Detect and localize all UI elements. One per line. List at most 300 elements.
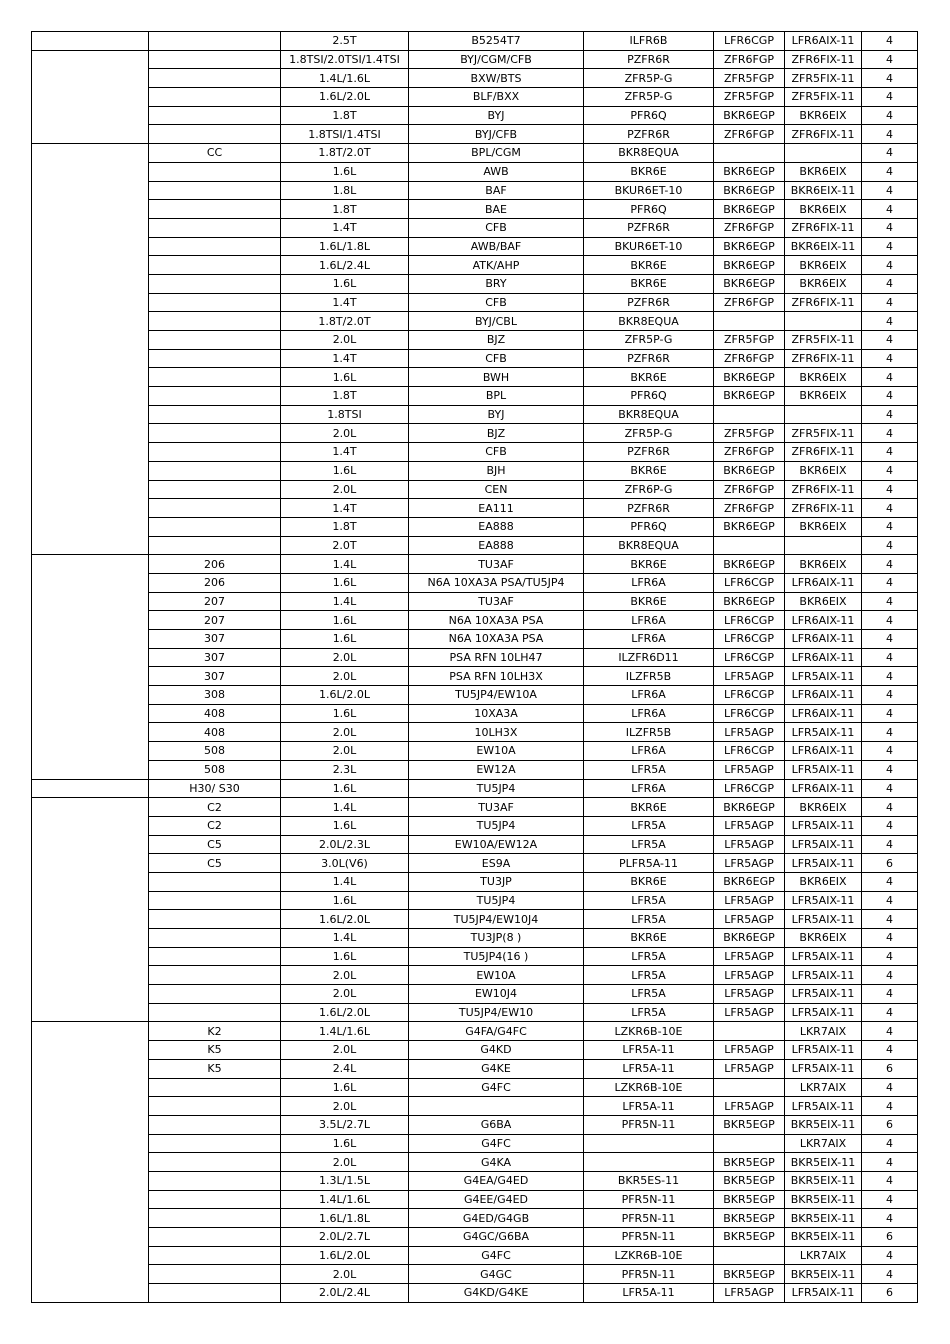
engine-code-cell: BWH: [409, 368, 584, 387]
oe-plug-cell: BKUR6ET-10: [584, 181, 714, 200]
model-cell: [149, 69, 281, 88]
table-row: [32, 368, 918, 387]
brand-cell: [32, 200, 149, 219]
table-body: [32, 32, 918, 1303]
oe-plug-cell: PFR5N-11: [584, 1190, 714, 1209]
engine-cell: 3.0L(V6): [281, 854, 409, 873]
gp-plug-cell: ZFR5FGP: [714, 331, 785, 350]
model-cell: 207: [149, 611, 281, 630]
brand-cell: [32, 947, 149, 966]
gp-plug-cell: LFR5AGP: [714, 947, 785, 966]
quantity-cell: 4: [862, 1003, 918, 1022]
brand-cell: [32, 854, 149, 873]
iridium-plug-cell: LFR5AIX-11: [785, 1059, 862, 1078]
model-cell: [149, 200, 281, 219]
brand-cell: [32, 218, 149, 237]
iridium-plug-cell: ZFR6FIX-11: [785, 480, 862, 499]
quantity-cell: 4: [862, 686, 918, 705]
quantity-cell: 4: [862, 424, 918, 443]
table-row: [32, 592, 918, 611]
model-cell: [149, 1265, 281, 1284]
engine-cell: 2.0L: [281, 648, 409, 667]
gp-plug-cell: BKR5EGP: [714, 1228, 785, 1247]
engine-code-cell: B5254T7: [409, 32, 584, 51]
engine-code-cell: EW10A: [409, 742, 584, 761]
iridium-plug-cell: LFR5AIX-11: [785, 966, 862, 985]
table-row: [32, 611, 918, 630]
model-cell: [149, 237, 281, 256]
gp-plug-cell: BKR6EGP: [714, 274, 785, 293]
oe-plug-cell: LFR6A: [584, 573, 714, 592]
brand-cell: [32, 405, 149, 424]
engine-cell: 1.8T/2.0T: [281, 312, 409, 331]
quantity-cell: 4: [862, 760, 918, 779]
iridium-plug-cell: LFR5AIX-11: [785, 835, 862, 854]
oe-plug-cell: BKR6E: [584, 274, 714, 293]
engine-code-cell: BYJ/CBL: [409, 312, 584, 331]
brand-cell: [32, 1265, 149, 1284]
model-cell: [149, 1153, 281, 1172]
table-row: [32, 144, 918, 163]
iridium-plug-cell: BKR5EIX-11: [785, 1265, 862, 1284]
model-cell: [149, 50, 281, 69]
gp-plug-cell: LFR6CGP: [714, 686, 785, 705]
table-row: [32, 293, 918, 312]
engine-code-cell: TU5JP4/EW10: [409, 1003, 584, 1022]
iridium-plug-cell: LFR5AIX-11: [785, 891, 862, 910]
gp-plug-cell: BKR6EGP: [714, 200, 785, 219]
brand-cell: [32, 517, 149, 536]
quantity-cell: 6: [862, 1059, 918, 1078]
iridium-plug-cell: ZFR6FIX-11: [785, 499, 862, 518]
gp-plug-cell: LFR5AGP: [714, 1059, 785, 1078]
engine-cell: 1.6L/1.8L: [281, 237, 409, 256]
brand-cell: [32, 1041, 149, 1060]
brand-cell: [32, 461, 149, 480]
engine-code-cell: CFB: [409, 443, 584, 462]
engine-cell: 1.8TSI: [281, 405, 409, 424]
engine-cell: 2.0L/2.3L: [281, 835, 409, 854]
oe-plug-cell: BKUR6ET-10: [584, 237, 714, 256]
oe-plug-cell: LFR5A-11: [584, 1284, 714, 1303]
oe-plug-cell: BKR8EQUA: [584, 536, 714, 555]
brand-cell: [32, 611, 149, 630]
model-cell: [149, 293, 281, 312]
brand-cell: [32, 499, 149, 518]
table-row: [32, 891, 918, 910]
table-row: [32, 1171, 918, 1190]
quantity-cell: 4: [862, 1022, 918, 1041]
model-cell: [149, 891, 281, 910]
table-row: [32, 1190, 918, 1209]
brand-cell: [32, 667, 149, 686]
oe-plug-cell: PZFR6R: [584, 443, 714, 462]
oe-plug-cell: ZFR6P-G: [584, 480, 714, 499]
engine-cell: 1.6L/1.8L: [281, 1209, 409, 1228]
quantity-cell: 4: [862, 1246, 918, 1265]
gp-plug-cell: [714, 1022, 785, 1041]
engine-cell: 1.6L: [281, 162, 409, 181]
engine-code-cell: 10XA3A: [409, 704, 584, 723]
iridium-plug-cell: BKR6EIX: [785, 592, 862, 611]
oe-plug-cell: LFR5A: [584, 1003, 714, 1022]
iridium-plug-cell: LFR5AIX-11: [785, 667, 862, 686]
brand-cell: [32, 966, 149, 985]
gp-plug-cell: [714, 1078, 785, 1097]
engine-cell: 1.6L: [281, 947, 409, 966]
iridium-plug-cell: LFR6AIX-11: [785, 611, 862, 630]
iridium-plug-cell: BKR6EIX: [785, 274, 862, 293]
gp-plug-cell: BKR6EGP: [714, 181, 785, 200]
brand-cell: [32, 1228, 149, 1247]
oe-plug-cell: PFR6Q: [584, 517, 714, 536]
brand-cell: [32, 125, 149, 144]
gp-plug-cell: BKR6EGP: [714, 162, 785, 181]
iridium-plug-cell: ZFR5FIX-11: [785, 424, 862, 443]
model-cell: [149, 368, 281, 387]
quantity-cell: 4: [862, 910, 918, 929]
model-cell: [149, 517, 281, 536]
iridium-plug-cell: BKR6EIX-11: [785, 181, 862, 200]
gp-plug-cell: LFR5AGP: [714, 816, 785, 835]
brand-cell: [32, 1153, 149, 1172]
gp-plug-cell: BKR6EGP: [714, 555, 785, 574]
brand-cell: [32, 32, 149, 51]
gp-plug-cell: [714, 144, 785, 163]
engine-code-cell: BJZ: [409, 424, 584, 443]
engine-cell: 1.4T: [281, 349, 409, 368]
model-cell: 307: [149, 648, 281, 667]
table-row: [32, 387, 918, 406]
oe-plug-cell: [584, 1153, 714, 1172]
model-cell: K2: [149, 1022, 281, 1041]
engine-cell: 1.6L: [281, 630, 409, 649]
engine-code-cell: EW10A/EW12A: [409, 835, 584, 854]
brand-cell: [32, 985, 149, 1004]
table-row: [32, 742, 918, 761]
brand-cell: [32, 573, 149, 592]
table-row: [32, 760, 918, 779]
gp-plug-cell: BKR6EGP: [714, 368, 785, 387]
oe-plug-cell: LFR5A: [584, 910, 714, 929]
engine-code-cell: EW10J4: [409, 985, 584, 1004]
brand-cell: [32, 779, 149, 798]
engine-code-cell: CEN: [409, 480, 584, 499]
oe-plug-cell: BKR8EQUA: [584, 144, 714, 163]
table-row: [32, 1097, 918, 1116]
engine-cell: 1.6L/2.0L: [281, 1246, 409, 1265]
engine-code-cell: G4FC: [409, 1134, 584, 1153]
engine-cell: 2.0L: [281, 966, 409, 985]
table-row: [32, 1059, 918, 1078]
iridium-plug-cell: LFR6AIX-11: [785, 648, 862, 667]
iridium-plug-cell: BKR5EIX-11: [785, 1153, 862, 1172]
quantity-cell: 4: [862, 237, 918, 256]
quantity-cell: 4: [862, 1209, 918, 1228]
iridium-plug-cell: LFR5AIX-11: [785, 1284, 862, 1303]
quantity-cell: 6: [862, 1115, 918, 1134]
engine-cell: 1.6L/2.0L: [281, 88, 409, 107]
gp-plug-cell: LFR5AGP: [714, 835, 785, 854]
quantity-cell: 4: [862, 947, 918, 966]
quantity-cell: 4: [862, 32, 918, 51]
table-row: [32, 237, 918, 256]
oe-plug-cell: PFR6Q: [584, 106, 714, 125]
brand-cell: [32, 891, 149, 910]
table-row: [32, 555, 918, 574]
oe-plug-cell: PZFR6R: [584, 349, 714, 368]
oe-plug-cell: LZKR6B-10E: [584, 1246, 714, 1265]
engine-cell: 1.4L/1.6L: [281, 1190, 409, 1209]
gp-plug-cell: [714, 405, 785, 424]
engine-cell: 2.0L: [281, 667, 409, 686]
engine-cell: 1.6L/2.0L: [281, 910, 409, 929]
table-row: [32, 1003, 918, 1022]
oe-plug-cell: LFR5A: [584, 966, 714, 985]
engine-code-cell: BAF: [409, 181, 584, 200]
gp-plug-cell: [714, 1134, 785, 1153]
gp-plug-cell: BKR5EGP: [714, 1209, 785, 1228]
quantity-cell: 4: [862, 162, 918, 181]
gp-plug-cell: BKR6EGP: [714, 106, 785, 125]
oe-plug-cell: BKR6E: [584, 872, 714, 891]
engine-cell: 1.4L: [281, 555, 409, 574]
engine-cell: 1.4T: [281, 443, 409, 462]
brand-cell: [32, 237, 149, 256]
table-row: [32, 1265, 918, 1284]
quantity-cell: 4: [862, 592, 918, 611]
iridium-plug-cell: LFR5AIX-11: [785, 723, 862, 742]
engine-code-cell: TU3JP: [409, 872, 584, 891]
model-cell: [149, 929, 281, 948]
engine-code-cell: BPL: [409, 387, 584, 406]
model-cell: C5: [149, 835, 281, 854]
oe-plug-cell: ZFR5P-G: [584, 424, 714, 443]
quantity-cell: 4: [862, 368, 918, 387]
quantity-cell: 4: [862, 667, 918, 686]
model-cell: [149, 312, 281, 331]
model-cell: [149, 499, 281, 518]
engine-code-cell: TU3AF: [409, 798, 584, 817]
quantity-cell: 4: [862, 929, 918, 948]
model-cell: [149, 218, 281, 237]
engine-code-cell: TU5JP4/EW10J4: [409, 910, 584, 929]
engine-cell: 1.4T: [281, 218, 409, 237]
gp-plug-cell: ZFR6FGP: [714, 125, 785, 144]
engine-cell: 1.6L: [281, 461, 409, 480]
engine-cell: 1.8T/2.0T: [281, 144, 409, 163]
engine-code-cell: N6A 10XA3A PSA: [409, 630, 584, 649]
engine-cell: 1.6L: [281, 1078, 409, 1097]
iridium-plug-cell: LFR5AIX-11: [785, 1003, 862, 1022]
gp-plug-cell: ZFR6FGP: [714, 349, 785, 368]
model-cell: [149, 443, 281, 462]
model-cell: [149, 106, 281, 125]
table-row: [32, 106, 918, 125]
engine-code-cell: BYJ: [409, 405, 584, 424]
spark-plug-table: [31, 31, 918, 1303]
engine-code-cell: EW12A: [409, 760, 584, 779]
gp-plug-cell: ZFR6FGP: [714, 480, 785, 499]
table-row: [32, 1153, 918, 1172]
gp-plug-cell: LFR5AGP: [714, 1097, 785, 1116]
oe-plug-cell: ILZFR5B: [584, 667, 714, 686]
engine-cell: 1.8T: [281, 517, 409, 536]
gp-plug-cell: [714, 312, 785, 331]
table-row: [32, 331, 918, 350]
model-cell: [149, 1003, 281, 1022]
brand-cell: [32, 480, 149, 499]
quantity-cell: 4: [862, 1153, 918, 1172]
table-row: [32, 405, 918, 424]
table-row: [32, 349, 918, 368]
brand-cell: [32, 293, 149, 312]
gp-plug-cell: BKR6EGP: [714, 387, 785, 406]
engine-code-cell: AWB: [409, 162, 584, 181]
oe-plug-cell: LZKR6B-10E: [584, 1022, 714, 1041]
engine-cell: 1.8L: [281, 181, 409, 200]
engine-cell: 2.0L: [281, 1041, 409, 1060]
table-row: [32, 181, 918, 200]
gp-plug-cell: LFR6CGP: [714, 32, 785, 51]
oe-plug-cell: LFR5A-11: [584, 1059, 714, 1078]
brand-cell: [32, 592, 149, 611]
oe-plug-cell: LFR5A: [584, 947, 714, 966]
engine-code-cell: EW10A: [409, 966, 584, 985]
iridium-plug-cell: LFR5AIX-11: [785, 760, 862, 779]
brand-cell: [32, 1134, 149, 1153]
quantity-cell: 4: [862, 555, 918, 574]
engine-code-cell: G4KD/G4KE: [409, 1284, 584, 1303]
iridium-plug-cell: BKR5EIX-11: [785, 1171, 862, 1190]
gp-plug-cell: BKR6EGP: [714, 237, 785, 256]
brand-cell: [32, 1059, 149, 1078]
quantity-cell: 4: [862, 349, 918, 368]
iridium-plug-cell: LFR6AIX-11: [785, 573, 862, 592]
table-row: [32, 630, 918, 649]
engine-cell: 2.0L: [281, 480, 409, 499]
gp-plug-cell: BKR6EGP: [714, 592, 785, 611]
model-cell: [149, 536, 281, 555]
oe-plug-cell: PZFR6R: [584, 218, 714, 237]
model-cell: [149, 910, 281, 929]
iridium-plug-cell: LFR5AIX-11: [785, 910, 862, 929]
gp-plug-cell: BKR6EGP: [714, 798, 785, 817]
table-row: [32, 966, 918, 985]
engine-cell: 1.6L: [281, 816, 409, 835]
iridium-plug-cell: BKR6EIX: [785, 368, 862, 387]
model-cell: [149, 387, 281, 406]
engine-code-cell: EA888: [409, 536, 584, 555]
oe-plug-cell: BKR6E: [584, 592, 714, 611]
brand-cell: [32, 312, 149, 331]
gp-plug-cell: LFR6CGP: [714, 573, 785, 592]
engine-code-cell: G4EA/G4ED: [409, 1171, 584, 1190]
engine-cell: 2.0L: [281, 331, 409, 350]
gp-plug-cell: ZFR5FGP: [714, 424, 785, 443]
table-row: [32, 910, 918, 929]
quantity-cell: 4: [862, 499, 918, 518]
gp-plug-cell: ZFR6FGP: [714, 499, 785, 518]
table-row: [32, 947, 918, 966]
gp-plug-cell: BKR6EGP: [714, 517, 785, 536]
quantity-cell: 4: [862, 816, 918, 835]
oe-plug-cell: LFR5A: [584, 891, 714, 910]
engine-cell: 2.5T: [281, 32, 409, 51]
engine-cell: 1.8T: [281, 387, 409, 406]
model-cell: [149, 1228, 281, 1247]
iridium-plug-cell: LFR6AIX-11: [785, 686, 862, 705]
iridium-plug-cell: BKR6EIX: [785, 461, 862, 480]
oe-plug-cell: ZFR5P-G: [584, 69, 714, 88]
quantity-cell: 4: [862, 835, 918, 854]
model-cell: [149, 1078, 281, 1097]
oe-plug-cell: BKR6E: [584, 555, 714, 574]
table-row: [32, 69, 918, 88]
oe-plug-cell: PFR6Q: [584, 200, 714, 219]
model-cell: [149, 872, 281, 891]
engine-cell: 1.6L: [281, 611, 409, 630]
model-cell: 408: [149, 704, 281, 723]
engine-code-cell: TU5JP4: [409, 891, 584, 910]
gp-plug-cell: BKR5EGP: [714, 1190, 785, 1209]
table-row: [32, 816, 918, 835]
gp-plug-cell: BKR6EGP: [714, 461, 785, 480]
engine-cell: 1.6L: [281, 573, 409, 592]
oe-plug-cell: LFR5A: [584, 816, 714, 835]
oe-plug-cell: BKR6E: [584, 461, 714, 480]
engine-cell: 2.0L/2.4L: [281, 1284, 409, 1303]
gp-plug-cell: BKR6EGP: [714, 872, 785, 891]
table-row: [32, 274, 918, 293]
table-row: [32, 835, 918, 854]
brand-cell: [32, 424, 149, 443]
engine-cell: 2.0L: [281, 1265, 409, 1284]
engine-cell: 2.4L: [281, 1059, 409, 1078]
gp-plug-cell: [714, 1246, 785, 1265]
gp-plug-cell: LFR5AGP: [714, 1041, 785, 1060]
brand-cell: [32, 1115, 149, 1134]
engine-code-cell: [409, 1097, 584, 1116]
engine-code-cell: PSA RFN 10LH3X: [409, 667, 584, 686]
brand-cell: [32, 704, 149, 723]
table-row: [32, 929, 918, 948]
table-row: [32, 517, 918, 536]
oe-plug-cell: ILZFR5B: [584, 723, 714, 742]
engine-code-cell: G4EE/G4ED: [409, 1190, 584, 1209]
oe-plug-cell: BKR6E: [584, 368, 714, 387]
gp-plug-cell: LFR5AGP: [714, 723, 785, 742]
model-cell: 508: [149, 760, 281, 779]
oe-plug-cell: [584, 1134, 714, 1153]
iridium-plug-cell: [785, 312, 862, 331]
oe-plug-cell: PZFR6R: [584, 293, 714, 312]
iridium-plug-cell: [785, 405, 862, 424]
table-row: [32, 1078, 918, 1097]
iridium-plug-cell: ZFR6FIX-11: [785, 50, 862, 69]
gp-plug-cell: ZFR6FGP: [714, 50, 785, 69]
quantity-cell: 6: [862, 1228, 918, 1247]
quantity-cell: 4: [862, 723, 918, 742]
gp-plug-cell: ZFR6FGP: [714, 293, 785, 312]
brand-cell: [32, 929, 149, 948]
table-row: [32, 1284, 918, 1303]
iridium-plug-cell: LFR5AIX-11: [785, 854, 862, 873]
engine-code-cell: ES9A: [409, 854, 584, 873]
iridium-plug-cell: LKR7AIX: [785, 1078, 862, 1097]
quantity-cell: 4: [862, 331, 918, 350]
model-cell: 206: [149, 573, 281, 592]
